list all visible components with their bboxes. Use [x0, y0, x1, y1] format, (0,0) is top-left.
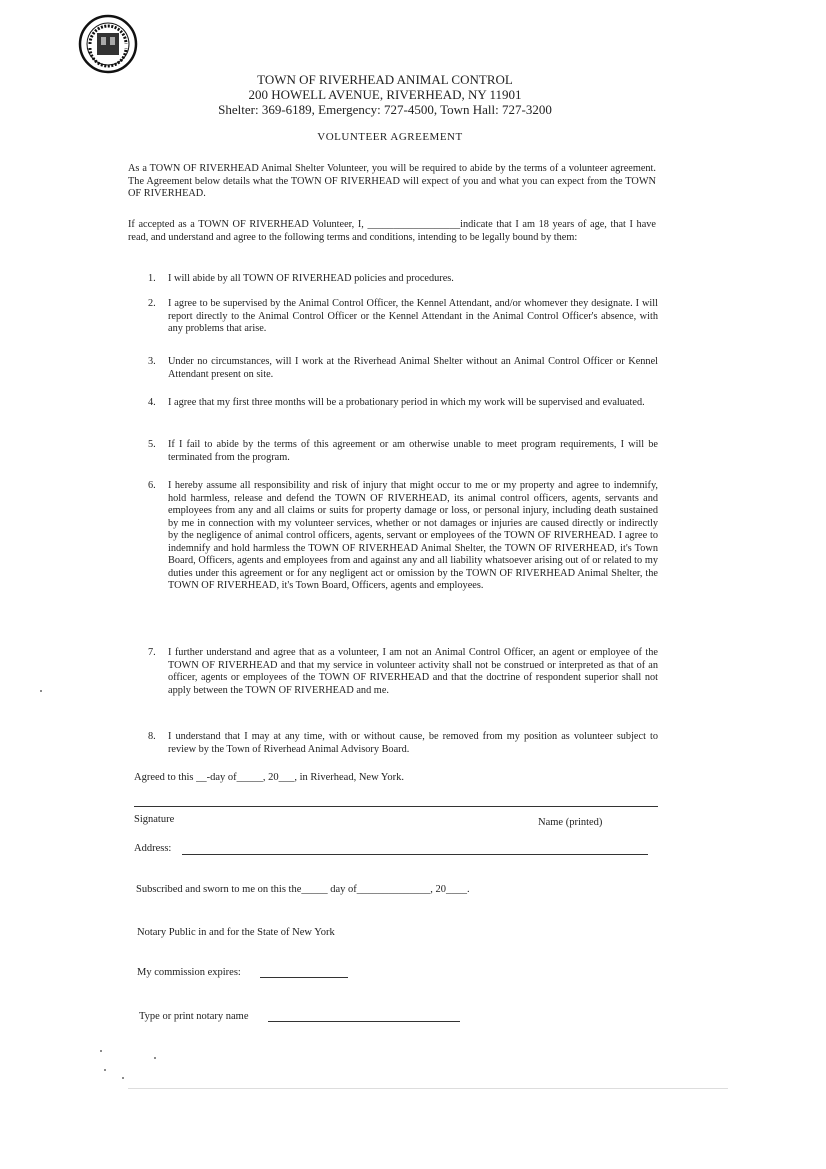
header-address: 200 HOWELL AVENUE, RIVERHEAD, NY 11901: [248, 87, 522, 102]
notary-name-line: [268, 1021, 460, 1022]
header-phones: Shelter: 369-6189, Emergency: 727-4500, Town Hall: 727-3200: [218, 102, 552, 117]
term-number: 5.: [148, 439, 156, 450]
scan-edge-line: [128, 1088, 728, 1089]
term-item-7: [148, 647, 658, 697]
term-text: I hereby assume all responsibility and risk of injury that might occur to me or my property and agree to indemnify, hold harmless, release and defend the TOWN OF RIVERHEAD, its animal control officers, agents, servants and employees from any and all claims or suits for property damage or loss, or personal injury, including death sustained by me in connection with my volunteer services, whether or not damages or injuries are caused directly or indirectly by the negligence of animal control officers, agents, servant or employees of the TOWN OF RIVERHEAD. I agree to indemnify and hold harmless the TOWN OF RIVERHEAD Animal Shelter, the TOWN OF RIVERHEAD, it's Town Board, Officers, agents and employees from and against any and all liability whatsoever arising out of or related to my duties under this agreement or for any negligent act or omission by the TOWN OF RIVERHEAD Animal Shelter, the TOWN OF RIVERHEAD, it's Town Board, Officers, agents and employees.: [168, 480, 658, 591]
term-item-4: [148, 397, 658, 410]
address-label: Address:: [134, 843, 172, 854]
term-item-5: [148, 439, 658, 464]
term-number: 6.: [148, 480, 156, 491]
term-number: 3.: [148, 356, 156, 367]
term-number: 7.: [148, 647, 156, 658]
acceptance-paragraph: If accepted as a TOWN OF RIVERHEAD Volunteer, I, __________________indicate that I am 18 years of age, that I have read, and understand and agree to the following terms and conditions, intending to be legally bound by them:: [128, 219, 656, 243]
commission-line: [260, 977, 348, 978]
term-text: If I fail to abide by the terms of this agreement or am otherwise unable to meet program requirements, I will be terminated from the program.: [168, 439, 658, 463]
name-printed-label: Name (printed): [538, 817, 603, 828]
term-item-8: [148, 731, 658, 756]
term-text: I understand that I may at any time, with or without cause, be removed from my position as volunteer subject to review by the Town of Riverhead Animal Advisory Board.: [168, 731, 658, 755]
town-seal: [78, 14, 138, 74]
scan-speck: [154, 1057, 156, 1059]
term-number: 4.: [148, 397, 156, 408]
commission-expires-label: My commission expires:: [137, 967, 241, 978]
term-item-3: [148, 356, 658, 381]
term-number: 8.: [148, 731, 156, 742]
term-text: Under no circumstances, will I work at the Riverhead Animal Shelter without an Animal Control Officer or Kennel Attendant present on site.: [168, 356, 658, 380]
signature-label: Signature: [134, 814, 175, 825]
term-text: I agree to be supervised by the Animal Control Officer, the Kennel Attendant, and/or whomever they designate. I will report directly to the Animal Control Officer or the Kennel Attendant in the Animal Control Officer's absence, with any problems that arise.: [168, 298, 658, 334]
scan-speck: [122, 1077, 124, 1079]
term-text: I will abide by all TOWN OF RIVERHEAD policies and procedures.: [168, 273, 454, 284]
intro-paragraph: As a TOWN OF RIVERHEAD Animal Shelter Volunteer, you will be required to abide by the terms of a volunteer agreement. The Agreement below details what the TOWN OF RIVERHEAD will expect of you and what you can expect from the TOWN OF RIVERHEAD.: [128, 163, 656, 199]
scan-speck: [40, 690, 42, 692]
term-text: I agree that my first three months will be a probationary period in which my work will be supervised and evaluated.: [168, 397, 645, 408]
document-title: VOLUNTEER AGREEMENT: [317, 131, 463, 143]
term-text: I further understand and agree that as a volunteer, I am not an Animal Control Officer, an agent or employee of the TOWN OF RIVERHEAD and that my service in volunteer activity shall not be construed or interpreted as that of an officer, agents or employees of the TOWN OF RIVERHEAD and that the doctrine of respondent superior shall not apply between the TOWN OF RIVERHEAD and me.: [168, 647, 658, 696]
header-org: TOWN OF RIVERHEAD ANIMAL CONTROL: [257, 72, 513, 87]
scan-speck: [100, 1050, 102, 1052]
term-item-6: [148, 480, 658, 593]
term-item-1: [148, 273, 658, 286]
term-item-2: [148, 298, 658, 336]
term-number: 2.: [148, 298, 156, 309]
agreement-date-line: Agreed to this __-day of_____, 20___, in Riverhead, New York.: [134, 772, 405, 783]
term-number: 1.: [148, 273, 156, 284]
sworn-statement: Subscribed and sworn to me on this the_____ day of______________, 20____.: [136, 884, 470, 895]
scan-speck: [104, 1069, 106, 1071]
notary-public-label: Notary Public in and for the State of New York: [137, 927, 335, 938]
notary-name-label: Type or print notary name: [139, 1011, 249, 1022]
signature-line: [134, 806, 658, 807]
address-line: [182, 854, 648, 855]
